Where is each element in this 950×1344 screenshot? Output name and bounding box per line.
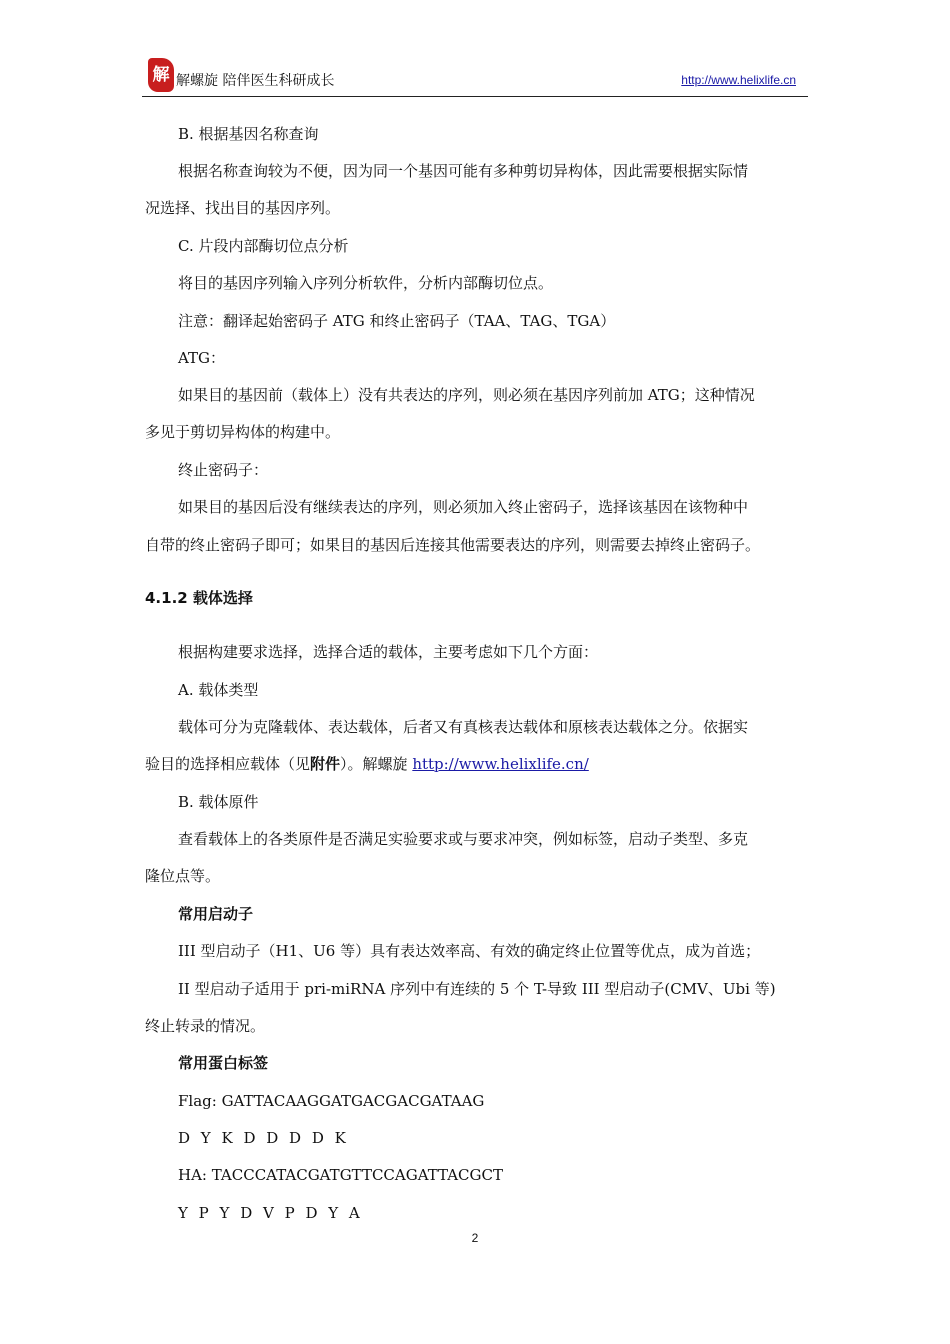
attachment-label: 附件 bbox=[310, 755, 341, 773]
text-line: 隆位点等。 bbox=[145, 867, 221, 885]
text-line: 如果目的基因后没有继续表达的序列，则必须加入终止密码子，选择该基因在该物种中 bbox=[178, 498, 749, 516]
page-number: 2 bbox=[471, 1231, 479, 1245]
section-heading: 4.1.2 载体选择 bbox=[145, 589, 253, 607]
text-line: 查看载体上的各类原件是否满足实验要求或与要求冲突，例如标签，启动子类型、多克 bbox=[178, 830, 749, 848]
text-line: B. 载体原件 bbox=[178, 793, 259, 811]
text-line: 将目的基因序列输入序列分析软件，分析内部酶切位点。 bbox=[178, 274, 554, 292]
text-line bbox=[145, 754, 589, 774]
text-line: III 型启动子（H1、U6 等）具有表达效率高、有效的确定终止位置等优点，成为首选； bbox=[178, 942, 761, 960]
text-line: II 型启动子适用于 pri-miRNA 序列中有连续的 5 个 T-导致 III 型启动子(CMV、Ubi 等) bbox=[178, 980, 776, 998]
text-line: D Y K D D D D K bbox=[178, 1129, 346, 1147]
text-line: 根据构建要求选择，选择合适的载体，主要考虑如下几个方面： bbox=[178, 643, 599, 661]
text-line: 况选择、找出目的基因序列。 bbox=[145, 199, 341, 217]
text-line: C. 片段内部酶切位点分析 bbox=[178, 237, 349, 255]
text-line: Flag: GATTACAAGGATGACGACGATAAG bbox=[178, 1092, 485, 1110]
text-line: 载体可分为克隆载体、表达载体，后者又有真核表达载体和原核表达载体之分。依据实 bbox=[178, 718, 749, 736]
helixlife-link[interactable]: http://www.helixlife.cn/ bbox=[412, 755, 589, 773]
text-segment: 验目的选择相应载体（见 bbox=[145, 755, 311, 773]
text-line: 自带的终止密码子即可；如果目的基因后连接其他需要表达的序列，则需要去掉终止密码子。 bbox=[145, 536, 761, 554]
text-line: 多见于剪切异构体的构建中。 bbox=[145, 423, 341, 441]
text-line: 注意：翻译起始密码子 ATG 和终止密码子（TAA、TAG、TGA） bbox=[178, 312, 616, 330]
text-line: ATG： bbox=[178, 349, 225, 367]
section-heading: 常用蛋白标签 bbox=[178, 1054, 269, 1072]
text-line: 如果目的基因前（载体上）没有共表达的序列，则必须在基因序列前加 ATG；这种情况 bbox=[178, 386, 755, 404]
section-heading: 常用启动子 bbox=[178, 905, 254, 923]
logo-icon: 解 bbox=[148, 58, 174, 92]
brand-title: 解螺旋 陪伴医生科研成长 bbox=[176, 73, 335, 89]
text-line: HA: TACCCATACGATGTTCCAGATTACGCT bbox=[178, 1166, 503, 1184]
text-line: Y P Y D V P D Y A bbox=[178, 1204, 360, 1222]
text-line: 终止转录的情况。 bbox=[145, 1017, 266, 1035]
text-line: 终止密码子： bbox=[178, 461, 269, 479]
text-segment: ）。解螺旋 bbox=[340, 755, 413, 773]
header-url-link[interactable]: http://www.helixlife.cn bbox=[681, 73, 796, 87]
text-line: A. 载体类型 bbox=[178, 681, 259, 699]
text-line: B. 根据基因名称查询 bbox=[178, 125, 319, 143]
text-line: 根据名称查询较为不便，因为同一个基因可能有多种剪切异构体，因此需要根据实际情 bbox=[178, 162, 749, 180]
